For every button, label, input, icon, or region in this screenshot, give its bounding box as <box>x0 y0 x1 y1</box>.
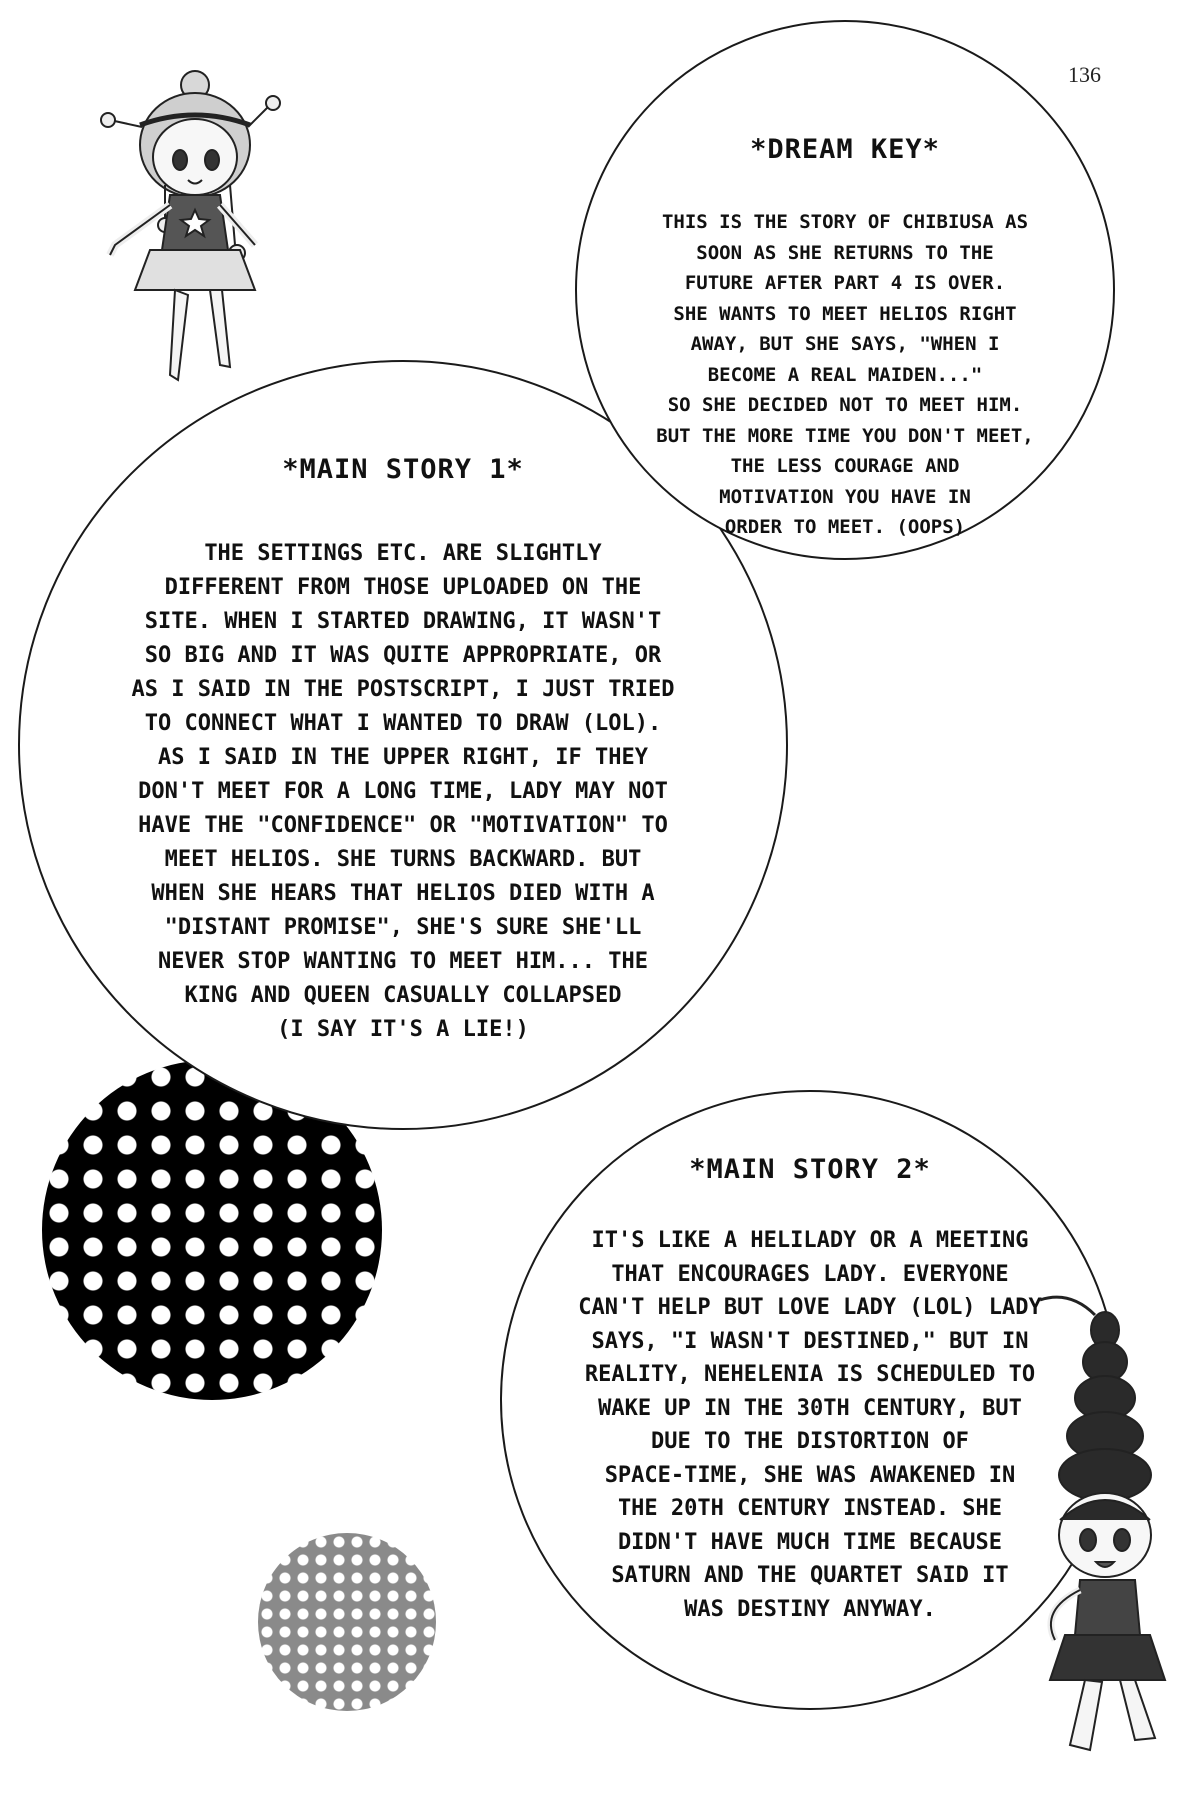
text-line: THIS IS THE STORY OF CHIBIUSA AS <box>661 211 1029 233</box>
text-line: FUTURE AFTER PART 4 IS OVER. <box>684 272 1006 294</box>
text-line: SOON AS SHE RETURNS TO THE <box>696 241 994 264</box>
text-line: MOTIVATION YOU HAVE IN <box>719 485 971 508</box>
text-line: SO BIG AND IT WAS QUITE APPROPRIATE, OR <box>144 643 662 668</box>
dream-key-title: *DREAM KEY* <box>750 134 940 165</box>
chibi-sailor-girl-icon <box>70 45 300 445</box>
text-line: BUT THE MORE TIME YOU DON'T MEET, <box>656 424 1034 447</box>
main-story-1-text <box>20 537 786 1047</box>
text-line: DUE TO THE DISTORTION OF <box>651 1429 969 1454</box>
text-line: THAT ENCOURAGES LADY. EVERYONE <box>611 1261 1009 1287</box>
text-line: DIFFERENT FROM THOSE UPLOADED ON THE <box>164 575 642 600</box>
text-line: BECOME A REAL MAIDEN..." <box>707 363 983 386</box>
text-line: AWAY, BUT SHE SAYS, "WHEN I <box>690 333 1000 355</box>
dream-key-text <box>577 207 1113 543</box>
text-line: SITE. WHEN I STARTED DRAWING, IT WASN'T <box>144 609 662 634</box>
text-line: SAYS, "I WASN'T DESTINED," BUT IN <box>591 1328 1029 1354</box>
text-line: IT'S LIKE A HELILADY OR A MEETING <box>591 1228 1029 1253</box>
text-line: DIDN'T HAVE MUCH TIME BECAUSE <box>617 1529 1003 1555</box>
dream-key-bubble <box>575 20 1115 560</box>
page-number: 136 <box>1068 62 1101 87</box>
text-line: KING AND QUEEN CASUALLY COLLAPSED <box>184 983 622 1008</box>
main-story-2-title: *MAIN STORY 2* <box>689 1154 931 1185</box>
polka-dot-circle-gray-icon <box>258 1533 436 1711</box>
text-line: TO CONNECT WHAT I WANTED TO DRAW (LOL). <box>144 711 662 736</box>
text-line: MEET HELIOS. SHE TURNS BACKWARD. BUT <box>164 847 642 872</box>
text-line: SO SHE DECIDED NOT TO MEET HIM. <box>667 394 1023 416</box>
text-line: CAN'T HELP BUT LOVE LADY (LOL) LADY <box>578 1295 1042 1320</box>
main-story-1-title: *MAIN STORY 1* <box>282 454 524 485</box>
text-line: AS I SAID IN THE UPPER RIGHT, IF THEY <box>157 745 649 770</box>
text-line: WAKE UP IN THE 30TH CENTURY, BUT <box>598 1395 1022 1421</box>
text-line: HAVE THE "CONFIDENCE" OR "MOTIVATION" TO <box>138 813 668 838</box>
text-line: DON'T MEET FOR A LONG TIME, LADY MAY NOT <box>138 779 668 804</box>
text-line: WHEN SHE HEARS THAT HELIOS DIED WITH A <box>151 881 655 906</box>
text-line: THE LESS COURAGE AND <box>730 455 960 477</box>
text-line: NEVER STOP WANTING TO MEET HIM... THE <box>157 949 649 974</box>
text-line: "DISTANT PROMISE", SHE'S SURE SHE'LL <box>164 915 642 940</box>
text-line: (I SAY IT'S A LIE!) <box>277 1017 529 1042</box>
text-line: SATURN AND THE QUARTET SAID IT <box>611 1563 1009 1588</box>
text-line: SHE WANTS TO MEET HELIOS RIGHT <box>673 302 1017 325</box>
text-line: THE SETTINGS ETC. ARE SLIGHTLY <box>204 541 602 566</box>
text-line: THE 20TH CENTURY INSTEAD. SHE <box>617 1496 1003 1521</box>
chibi-sailor-girl-tall-hair-icon <box>1010 1290 1190 1760</box>
text-line: ORDER TO MEET. (OOPS) <box>724 516 966 538</box>
text-line: AS I SAID IN THE POSTSCRIPT, I JUST TRIED <box>131 677 675 702</box>
text-line: SPACE-TIME, SHE WAS AWAKENED IN <box>604 1462 1016 1488</box>
text-line: WAS DESTINY ANYWAY. <box>684 1596 936 1622</box>
text-line: REALITY, NEHELENIA IS SCHEDULED TO <box>584 1362 1036 1387</box>
